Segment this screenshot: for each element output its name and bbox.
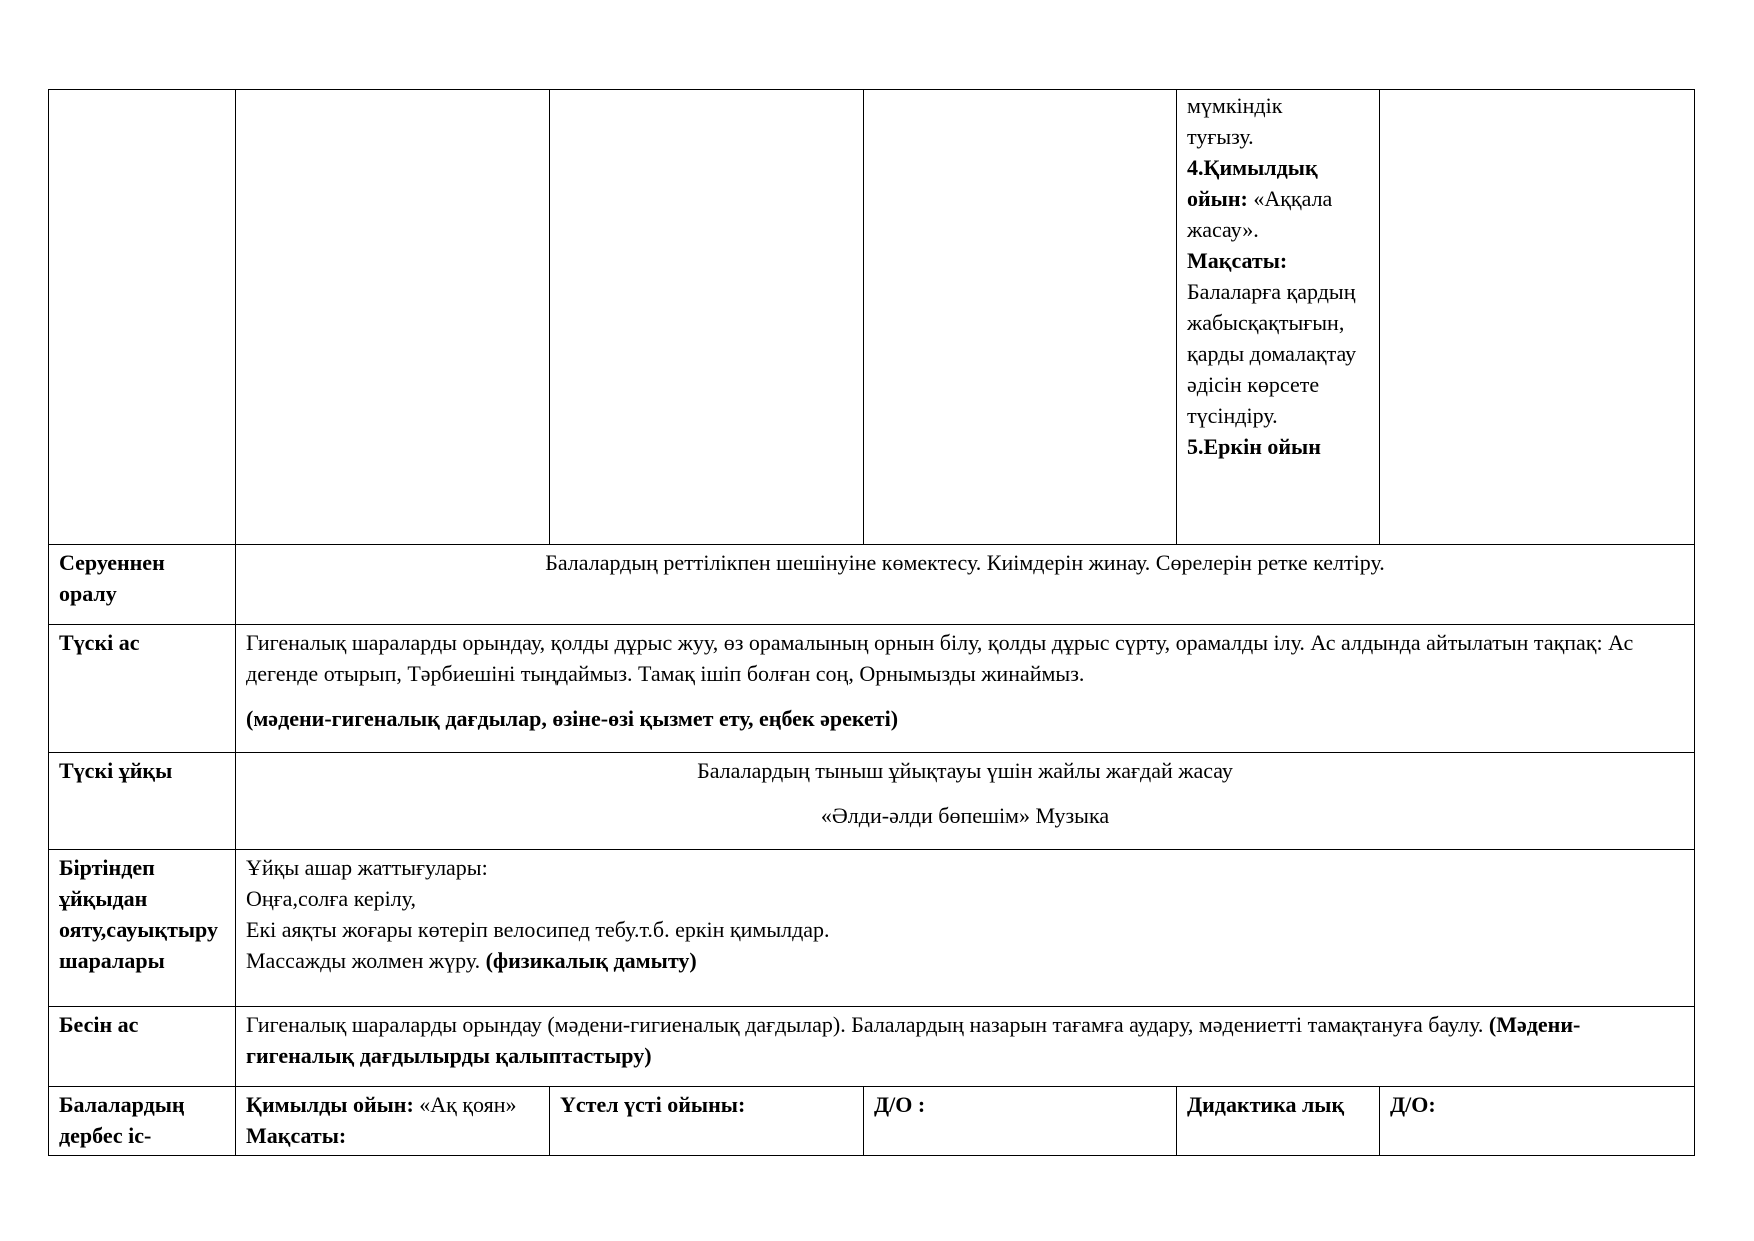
nap-cell xyxy=(236,753,1695,850)
goal-text: Балаларға қардың жабысқақтығын, қарды домалақтау әдісін көрсете түсіндіру. xyxy=(1187,279,1357,428)
table-row-lunch xyxy=(49,625,1695,753)
text-line: мүмкіндік xyxy=(1187,93,1283,118)
cell-empty xyxy=(49,90,236,545)
row-label: Түскі ұйқы xyxy=(49,753,236,850)
snack-note: (Мәдени-гигеналық дағдылырды қалыптастыру) xyxy=(246,1012,1581,1068)
snack-text: Гигеналық шараларды орындау (мәдени-гигиеналық дағдылар). Балалардың назарын тағамға аудару, мәдениетті тамақтануға баулу. xyxy=(246,1012,1489,1037)
cell-empty xyxy=(864,90,1177,545)
game5-label: 5.Еркін ойын xyxy=(1187,434,1321,459)
row-label: Бесін ас xyxy=(49,1007,236,1087)
game4-label: 4.Қимылдық ойын: xyxy=(1187,155,1318,211)
cell-empty xyxy=(1380,90,1695,545)
row-label: Балалардың дербес іс- xyxy=(49,1087,236,1156)
didactic-game-cell: Д/О : xyxy=(864,1087,1177,1156)
game-label: Қимылды ойын: xyxy=(246,1092,414,1117)
table-row-continuation xyxy=(49,90,1695,545)
table-row-nap xyxy=(49,753,1695,850)
wakeup-line: Ұйқы ашар жаттығулары: xyxy=(246,855,488,880)
wakeup-line: Массажды жолмен жүру. xyxy=(246,948,486,973)
row-label: Түскі ас xyxy=(49,625,236,753)
table-row-independent xyxy=(49,1087,1695,1156)
lunch-text: Гигеналық шараларды орындау, қолды дұрыс жуу, өз орамалының орнын білу, қолды дұрыс сүрту, орамалды ілу. Ас алдында айтылатын тақпақ: Ас дегенде отырып, Тәрбиешіні тыңдаймыз. Тамақ ішіп болған соң, Орнымызды жинаймыз. xyxy=(246,630,1634,686)
lunch-note: (мәдени-гигеналық дағдылар, өзіне-өзі қызмет ету, еңбек әрекеті) xyxy=(246,706,899,731)
wakeup-line: Оңға,солға керілу, xyxy=(246,886,416,911)
daily-plan-table xyxy=(48,89,1695,1156)
lunch-cell xyxy=(236,625,1695,753)
table-game-cell: Үстел үсті ойыны: xyxy=(550,1087,864,1156)
return-walk-text: Балалардың реттілікпен шешінуіне көмектесу. Киімдерін жинау. Сөрелерін ретке келтіру. xyxy=(236,545,1695,625)
independent-game-cell xyxy=(236,1087,550,1156)
row-label: Біртіндеп ұйқыдан ояту,сауықтыру шаралары xyxy=(49,850,236,1007)
goal-label: Мақсаты: xyxy=(1187,248,1288,273)
table-row-return-walk xyxy=(49,545,1695,625)
didactic-game-cell-2: Д/О: xyxy=(1380,1087,1695,1156)
cell-outdoor-games xyxy=(1177,90,1380,545)
cell-empty xyxy=(550,90,864,545)
row-label: Серуеннен оралу xyxy=(49,545,236,625)
table-row-wakeup xyxy=(49,850,1695,1007)
goal-label: Мақсаты: xyxy=(246,1123,347,1148)
wakeup-cell xyxy=(236,850,1695,1007)
nap-music: «Әлди-әлди бөпешім» Музыка xyxy=(820,803,1110,828)
wakeup-line: Екі аяқты жоғары көтеріп велосипед тебу.т.б. еркін қимылдар. xyxy=(246,917,830,942)
nap-text: Балалардың тыныш ұйықтауы үшін жайлы жағдай жасау xyxy=(697,758,1233,783)
cell-empty xyxy=(236,90,550,545)
didactic-cell: Дидактика лық xyxy=(1177,1087,1380,1156)
game-name: «Ақ қоян» xyxy=(413,1092,517,1117)
table-row-snack xyxy=(49,1007,1695,1087)
text-line: туғызу. xyxy=(1187,124,1254,149)
game4-name: «Аққала жасау». xyxy=(1187,186,1333,242)
wakeup-note: (физикалық дамыту) xyxy=(485,948,697,973)
snack-cell xyxy=(236,1007,1695,1087)
